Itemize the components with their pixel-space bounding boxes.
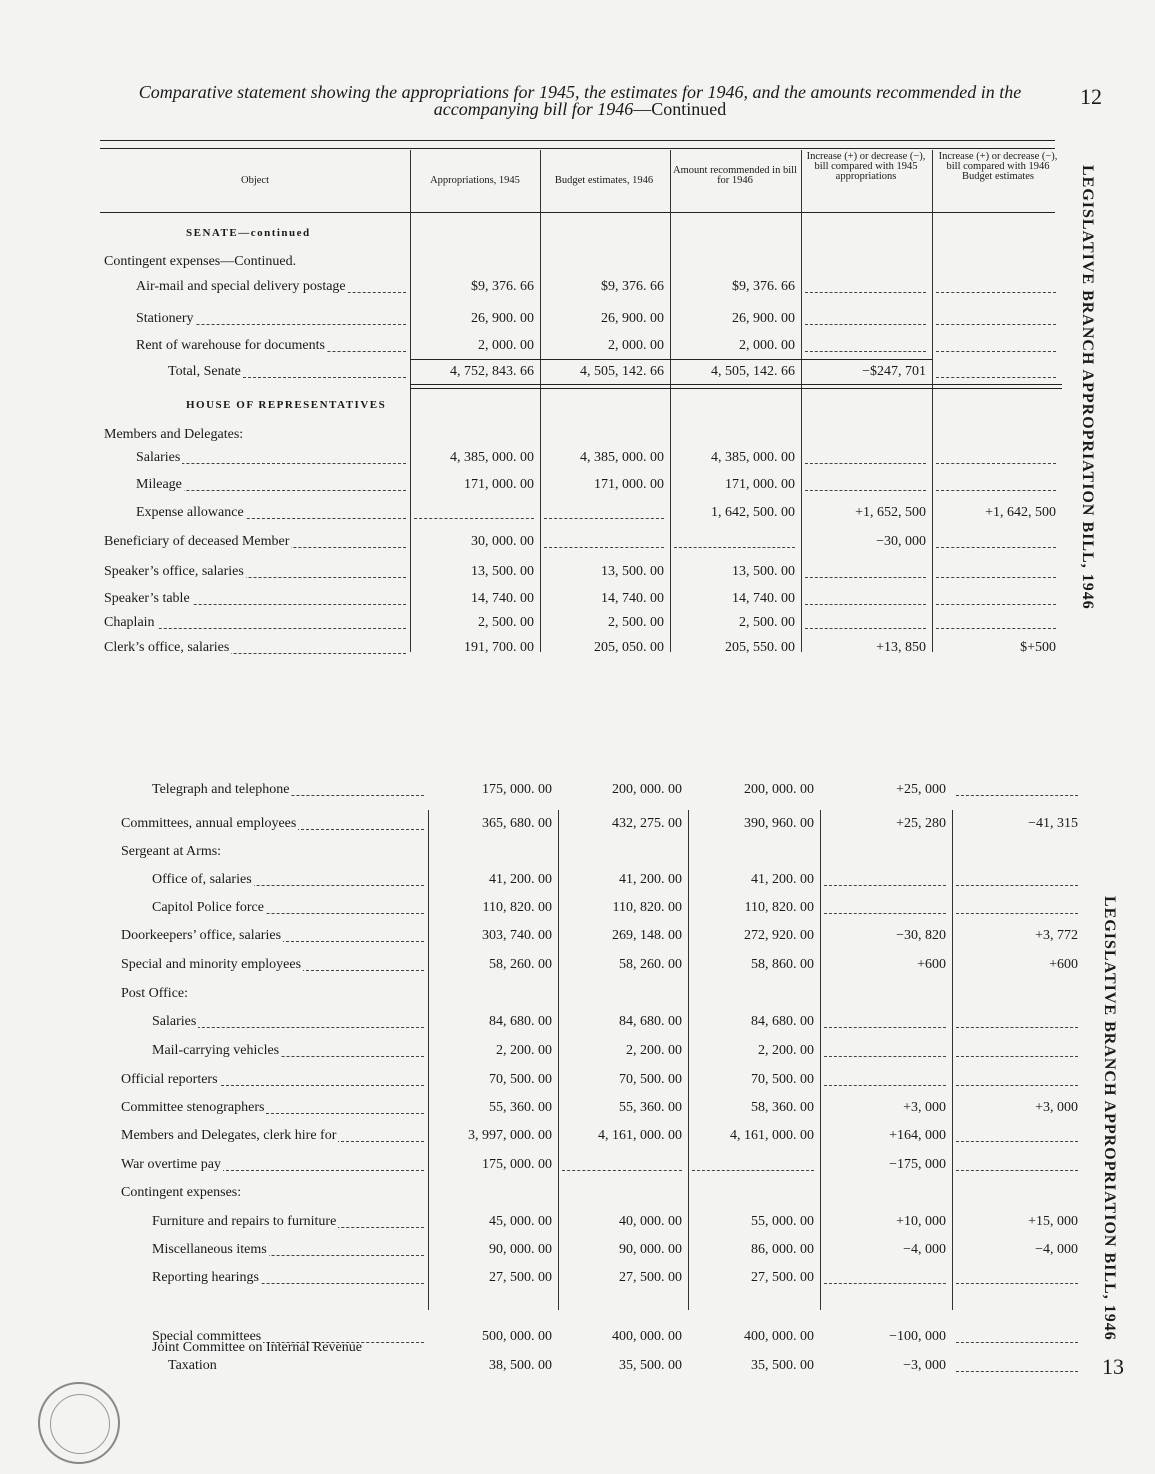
table-row	[0, 1268, 1155, 1288]
side-running-title-bottom: LEGISLATIVE BRANCH APPROPRIATION BILL, 1946	[1101, 896, 1118, 1341]
cell-recommended-1946: 35, 500. 00	[751, 1358, 814, 1373]
title-line-2: accompanying bill for 1946	[433, 99, 634, 119]
cell-appropriations-1945: 14, 740. 00	[471, 591, 534, 606]
cell-budget-1946: 200, 000. 00	[612, 782, 682, 797]
table-title	[100, 84, 1060, 118]
row-label	[152, 898, 424, 918]
header-increase-vs-budget: Increase (+) or decrease (−), bill compared with 1946 Budget estimates	[938, 151, 1058, 182]
cell-budget-1946: 14, 740. 00	[601, 591, 664, 606]
table-row	[0, 814, 1155, 834]
cell-recommended-1946: 272, 920. 00	[744, 928, 814, 943]
cell-appropriations-1945: 41, 200. 00	[489, 872, 552, 887]
cell-recommended-1946: 2, 500. 00	[739, 615, 795, 630]
cell-change-vs-budget: +1, 642, 500	[985, 505, 1056, 520]
row-label	[136, 503, 406, 523]
table-row	[0, 1070, 1155, 1090]
row-label-text: Chaplain	[104, 615, 155, 630]
table-row	[0, 589, 1155, 609]
empty-cell-leader	[956, 1342, 1078, 1343]
empty-cell-leader	[824, 885, 946, 886]
row-label-text: Salaries	[136, 450, 181, 465]
cell-recommended-1946: 4, 385, 000. 00	[711, 450, 795, 465]
cell-budget-1946: 4, 161, 000. 00	[598, 1128, 682, 1143]
row-label	[136, 277, 406, 297]
cell-budget-1946: 58, 260. 00	[619, 957, 682, 972]
cell-budget-1946: 13, 500. 00	[601, 564, 664, 579]
empty-cell-leader	[936, 628, 1056, 629]
cell-recommended-1946: 4, 161, 000. 00	[730, 1128, 814, 1143]
cell-appropriations-1945: 2, 200. 00	[496, 1043, 552, 1058]
table-group-row	[0, 842, 1155, 862]
cell-change-vs-1945: −100, 000	[889, 1329, 946, 1344]
cell-change-vs-1945: −4, 000	[903, 1242, 946, 1257]
cell-budget-1946: 35, 500. 00	[619, 1358, 682, 1373]
empty-cell-leader	[956, 1085, 1078, 1086]
total-rule-above	[410, 359, 932, 360]
row-label-text: Mail-carrying vehicles	[152, 1043, 280, 1058]
cell-recommended-1946: 400, 000. 00	[744, 1329, 814, 1344]
row-label	[121, 814, 424, 834]
empty-cell-leader	[805, 604, 926, 605]
cell-appropriations-1945: 175, 000. 00	[482, 782, 552, 797]
empty-cell-leader	[956, 885, 1078, 886]
empty-cell-leader	[544, 518, 664, 519]
cell-recommended-1946: 200, 000. 00	[744, 782, 814, 797]
cell-appropriations-1945: 58, 260. 00	[489, 957, 552, 972]
cell-appropriations-1945: 4, 752, 843. 66	[450, 364, 534, 379]
cell-recommended-1946: 86, 000. 00	[751, 1242, 814, 1257]
cell-budget-1946: 400, 000. 00	[612, 1329, 682, 1344]
cell-appropriations-1945: 70, 500. 00	[489, 1072, 552, 1087]
empty-cell-leader	[936, 463, 1056, 464]
cell-change-vs-budget: +3, 000	[1035, 1100, 1078, 1115]
row-label-text: Speaker’s table	[104, 591, 190, 606]
cell-change-vs-1945: −3, 000	[903, 1358, 946, 1373]
row-label-text: Total, Senate	[168, 364, 241, 379]
table-row	[0, 1041, 1155, 1061]
header-object: Object	[241, 175, 269, 186]
page-13	[0, 780, 1155, 1474]
group-heading: Post Office:	[121, 986, 189, 1001]
row-label	[121, 955, 424, 975]
row-label-text: Rent of warehouse for documents	[136, 338, 325, 353]
cell-change-vs-budget: +600	[1049, 957, 1078, 972]
group-heading: Contingent expenses:	[121, 1185, 242, 1200]
cell-change-vs-1945: −30, 820	[896, 928, 946, 943]
cell-change-vs-budget: +3, 772	[1035, 928, 1078, 943]
row-label	[152, 1240, 424, 1260]
cell-budget-1946: 4, 505, 142. 66	[580, 364, 664, 379]
row-label	[152, 870, 424, 890]
table-row	[0, 1155, 1155, 1175]
table-row	[0, 1340, 1155, 1376]
table-row	[0, 926, 1155, 946]
cell-recommended-1946: 58, 860. 00	[751, 957, 814, 972]
table-row	[0, 562, 1155, 582]
row-label	[152, 1340, 424, 1376]
row-label	[104, 589, 406, 609]
table-row	[0, 1240, 1155, 1260]
header-amount-recommended: Amount recommended in bill for 1946	[673, 165, 797, 186]
empty-cell-leader	[805, 292, 926, 293]
table-row	[0, 1212, 1155, 1232]
cell-appropriations-1945: 365, 680. 00	[482, 816, 552, 831]
empty-cell-leader	[936, 292, 1056, 293]
cell-appropriations-1945: 4, 385, 000. 00	[450, 450, 534, 465]
cell-change-vs-1945: +3, 000	[903, 1100, 946, 1115]
cell-budget-1946: 205, 050. 00	[594, 640, 664, 655]
row-label	[104, 613, 406, 633]
cell-recommended-1946: 171, 000. 00	[725, 477, 795, 492]
cell-appropriations-1945: 38, 500. 00	[489, 1358, 552, 1373]
empty-cell-leader	[956, 1170, 1078, 1171]
empty-cell-leader	[936, 577, 1056, 578]
cell-appropriations-1945: 175, 000. 00	[482, 1157, 552, 1172]
table-group-row	[0, 396, 1155, 416]
page-number-bottom: 13	[1102, 1354, 1124, 1379]
table-row	[0, 475, 1155, 495]
cell-budget-1946: 269, 148. 00	[612, 928, 682, 943]
empty-cell-leader	[956, 1141, 1078, 1142]
empty-cell-leader	[414, 518, 534, 519]
empty-cell-leader	[824, 1027, 946, 1028]
empty-cell-leader	[936, 604, 1056, 605]
table-row	[0, 1012, 1155, 1032]
row-label-line-2: Taxation	[152, 1358, 219, 1373]
cell-appropriations-1945: 191, 700. 00	[464, 640, 534, 655]
table-row	[0, 362, 1155, 382]
cell-recommended-1946: 110, 820. 00	[744, 900, 814, 915]
cell-budget-1946: $9, 376. 66	[601, 279, 664, 294]
cell-appropriations-1945: 2, 500. 00	[478, 615, 534, 630]
cell-appropriations-1945: 27, 500. 00	[489, 1270, 552, 1285]
cell-budget-1946: 70, 500. 00	[619, 1072, 682, 1087]
empty-cell-leader	[544, 547, 664, 548]
cell-change-vs-1945: +25, 280	[896, 816, 946, 831]
row-label	[136, 336, 406, 356]
table-row	[0, 277, 1155, 297]
cell-recommended-1946: 2, 200. 00	[758, 1043, 814, 1058]
empty-cell-leader	[824, 1085, 946, 1086]
cell-change-vs-1945: +164, 000	[889, 1128, 946, 1143]
row-label-text: Clerk’s office, salaries	[104, 640, 230, 655]
row-label	[152, 1041, 424, 1061]
row-label-text: Miscellaneous items	[152, 1242, 267, 1257]
cell-appropriations-1945: 171, 000. 00	[464, 477, 534, 492]
cell-appropriations-1945: 84, 680. 00	[489, 1014, 552, 1029]
archive-seal-stamp	[38, 1382, 120, 1464]
row-label	[121, 1126, 424, 1146]
row-label	[152, 1212, 424, 1232]
cell-recommended-1946: 84, 680. 00	[751, 1014, 814, 1029]
cell-appropriations-1945: 30, 000. 00	[471, 534, 534, 549]
row-label-text: War overtime pay	[121, 1157, 221, 1172]
section-heading: SENATE—continued	[186, 227, 311, 239]
cell-recommended-1946: 14, 740. 00	[732, 591, 795, 606]
empty-cell-leader	[824, 1056, 946, 1057]
row-label-text: Members and Delegates, clerk hire for	[121, 1128, 337, 1143]
table-row	[0, 448, 1155, 468]
table-group-row	[0, 425, 1155, 445]
empty-cell-leader	[805, 351, 926, 352]
rule-header-bottom	[100, 212, 1055, 213]
empty-cell-leader	[674, 547, 795, 548]
empty-cell-leader	[936, 351, 1056, 352]
table-row	[0, 1098, 1155, 1118]
row-label-text: Committees, annual employees	[121, 816, 297, 831]
title-line-1: Comparative statement showing the appropriations for 1945, the estimates for 1946, and the amounts recommended in the	[138, 82, 1022, 102]
table-row	[0, 898, 1155, 918]
cell-appropriations-1945: 110, 820. 00	[482, 900, 552, 915]
row-label	[136, 475, 406, 495]
cell-recommended-1946: 4, 505, 142. 66	[711, 364, 795, 379]
row-label-text: Official reporters	[121, 1072, 218, 1087]
cell-budget-1946: 26, 900. 00	[601, 311, 664, 326]
cell-budget-1946: 27, 500. 00	[619, 1270, 682, 1285]
rule-top-2	[100, 148, 1055, 149]
cell-change-vs-1945: −175, 000	[889, 1157, 946, 1172]
table-row	[0, 532, 1155, 552]
table-group-row	[0, 252, 1155, 272]
cell-budget-1946: 84, 680. 00	[619, 1014, 682, 1029]
group-heading: Sergeant at Arms:	[121, 844, 222, 859]
cell-recommended-1946: 27, 500. 00	[751, 1270, 814, 1285]
table-group-row	[0, 984, 1155, 1004]
row-label-text: Reporting hearings	[152, 1270, 259, 1285]
row-label	[136, 309, 406, 329]
row-label-text: Office of, salaries	[152, 872, 252, 887]
empty-cell-leader	[956, 1283, 1078, 1284]
empty-cell-leader	[805, 463, 926, 464]
empty-cell-leader	[692, 1170, 814, 1171]
total-double-rule	[410, 384, 1062, 389]
row-label	[104, 638, 406, 658]
cell-appropriations-1945: 303, 740. 00	[482, 928, 552, 943]
cell-budget-1946: 432, 275. 00	[612, 816, 682, 831]
cell-recommended-1946: 13, 500. 00	[732, 564, 795, 579]
row-label	[104, 562, 406, 582]
cell-change-vs-1945: +25, 000	[896, 782, 946, 797]
cell-appropriations-1945: $9, 376. 66	[471, 279, 534, 294]
section-heading: HOUSE OF REPRESENTATIVES	[186, 399, 387, 411]
row-label-text: Special committees	[152, 1329, 262, 1344]
row-label	[121, 926, 424, 946]
cell-appropriations-1945: 2, 000. 00	[478, 338, 534, 353]
cell-budget-1946: 40, 000. 00	[619, 1214, 682, 1229]
cell-recommended-1946: 390, 960. 00	[744, 816, 814, 831]
table-row	[0, 638, 1155, 658]
empty-cell-leader	[936, 377, 1056, 378]
table-row	[0, 780, 1155, 800]
cell-recommended-1946: 26, 900. 00	[732, 311, 795, 326]
empty-cell-leader	[562, 1170, 682, 1171]
empty-cell-leader	[805, 490, 926, 491]
cell-appropriations-1945: 55, 360. 00	[489, 1100, 552, 1115]
row-label-text: Committee stenographers	[121, 1100, 265, 1115]
cell-change-vs-budget: $+500	[1020, 640, 1056, 655]
table-group-row	[0, 224, 1155, 244]
group-heading: Contingent expenses—Continued.	[104, 254, 297, 269]
cell-budget-1946: 4, 385, 000. 00	[580, 450, 664, 465]
cell-recommended-1946: 41, 200. 00	[751, 872, 814, 887]
header-increase-vs-1945: Increase (+) or decrease (−), bill compared with 1945 appropriations	[806, 151, 926, 182]
cell-recommended-1946: $9, 376. 66	[732, 279, 795, 294]
cell-appropriations-1945: 26, 900. 00	[471, 311, 534, 326]
empty-cell-leader	[824, 1283, 946, 1284]
table-row	[0, 613, 1155, 633]
cell-recommended-1946: 205, 550. 00	[725, 640, 795, 655]
rule-top	[100, 140, 1055, 141]
cell-budget-1946: 55, 360. 00	[619, 1100, 682, 1115]
cell-recommended-1946: 1, 642, 500. 00	[711, 505, 795, 520]
title-continued: —Continued	[633, 99, 727, 119]
empty-cell-leader	[956, 1371, 1078, 1372]
row-label-text: Stationery	[136, 311, 194, 326]
cell-change-vs-1945: +13, 850	[876, 640, 926, 655]
empty-cell-leader	[824, 913, 946, 914]
table-row	[0, 1126, 1155, 1146]
cell-recommended-1946: 58, 360. 00	[751, 1100, 814, 1115]
row-label	[152, 1268, 424, 1288]
cell-appropriations-1945: 13, 500. 00	[471, 564, 534, 579]
cell-recommended-1946: 2, 000. 00	[739, 338, 795, 353]
table-row	[0, 503, 1155, 523]
cell-appropriations-1945: 45, 000. 00	[489, 1214, 552, 1229]
row-label-text: Special and minority employees	[121, 957, 302, 972]
cell-budget-1946: 2, 000. 00	[608, 338, 664, 353]
cell-change-vs-1945: +600	[917, 957, 946, 972]
row-label-text: Speaker’s office, salaries	[104, 564, 244, 579]
cell-change-vs-1945: +10, 000	[896, 1214, 946, 1229]
row-label	[168, 362, 406, 382]
row-label	[121, 1070, 424, 1090]
empty-cell-leader	[805, 577, 926, 578]
row-label	[136, 448, 406, 468]
cell-change-vs-budget: −41, 315	[1028, 816, 1078, 831]
row-label-text: Expense allowance	[136, 505, 244, 520]
cell-change-vs-budget: −4, 000	[1035, 1242, 1078, 1257]
table-row	[0, 309, 1155, 329]
table-row	[0, 955, 1155, 975]
header-appropriations-1945: Appropriations, 1945	[430, 175, 520, 186]
row-label-text: Air-mail and special delivery postage	[136, 279, 346, 294]
empty-cell-leader	[956, 1056, 1078, 1057]
empty-cell-leader	[956, 1027, 1078, 1028]
row-label-text: Capitol Police force	[152, 900, 264, 915]
empty-cell-leader	[956, 795, 1078, 796]
cell-budget-1946: 2, 200. 00	[626, 1043, 682, 1058]
header-budget-estimates-1946: Budget estimates, 1946	[554, 175, 654, 186]
empty-cell-leader	[936, 490, 1056, 491]
cell-budget-1946: 171, 000. 00	[594, 477, 664, 492]
row-label	[152, 1012, 424, 1032]
empty-cell-leader	[936, 547, 1056, 548]
empty-cell-leader	[956, 913, 1078, 914]
row-label	[104, 532, 406, 552]
row-label	[121, 1098, 424, 1118]
table-row	[0, 336, 1155, 356]
cell-change-vs-1945: +1, 652, 500	[855, 505, 926, 520]
cell-budget-1946: 110, 820. 00	[612, 900, 682, 915]
page-number-top: 12	[1080, 84, 1102, 109]
row-label-text: Furniture and repairs to furniture	[152, 1214, 337, 1229]
empty-cell-leader	[936, 324, 1056, 325]
row-label-text: Mileage	[136, 477, 182, 492]
cell-budget-1946: 2, 500. 00	[608, 615, 664, 630]
table-group-row	[0, 1183, 1155, 1203]
row-label-text: Telegraph and telephone	[152, 782, 290, 797]
row-label	[152, 780, 424, 800]
cell-budget-1946: 41, 200. 00	[619, 872, 682, 887]
cell-change-vs-budget: +15, 000	[1028, 1214, 1078, 1229]
empty-cell-leader	[805, 324, 926, 325]
cell-change-vs-1945: −$247, 701	[862, 364, 926, 379]
table-row	[0, 870, 1155, 890]
cell-appropriations-1945: 90, 000. 00	[489, 1242, 552, 1257]
cell-recommended-1946: 70, 500. 00	[751, 1072, 814, 1087]
cell-budget-1946: 90, 000. 00	[619, 1242, 682, 1257]
row-label	[121, 1155, 424, 1175]
row-label-line-1: Joint Committee on Internal Revenue	[152, 1340, 362, 1355]
cell-appropriations-1945: 3, 997, 000. 00	[468, 1128, 552, 1143]
row-label-text: Salaries	[152, 1014, 197, 1029]
empty-cell-leader	[805, 628, 926, 629]
cell-recommended-1946: 55, 000. 00	[751, 1214, 814, 1229]
cell-change-vs-1945: −30, 000	[876, 534, 926, 549]
side-running-title-top: LEGISLATIVE BRANCH APPROPRIATION BILL, 1946	[1079, 165, 1096, 610]
group-heading: Members and Delegates:	[104, 427, 244, 442]
row-label-text: Beneficiary of deceased Member	[104, 534, 290, 549]
cell-appropriations-1945: 500, 000. 00	[482, 1329, 552, 1344]
row-label-text: Doorkeepers’ office, salaries	[121, 928, 282, 943]
